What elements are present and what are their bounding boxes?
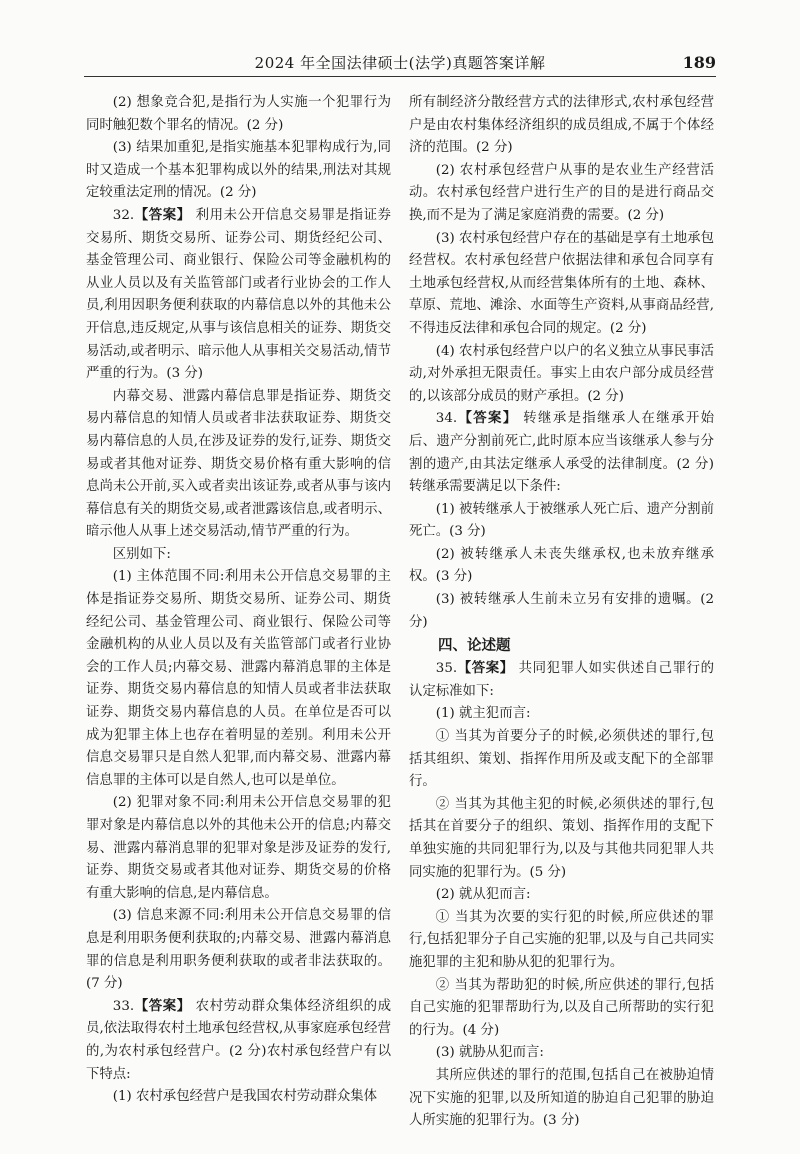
body-paragraph: (2) 犯罪对象不同:利用未公开信息交易罪的犯罪对象是内幕信息以外的其他未公开的信息;内幕交易、泄露内幕消息罪的犯罪对象是涉及证券的发行,证券、期货交易或者其他对证券、期货交易的价格有重大影响的信息,是内幕信息。 (86, 795, 391, 901)
body-paragraph: (1) 就主犯而言: (435, 706, 531, 722)
answer-paragraph (86, 996, 391, 1086)
answer-paragraph (409, 408, 714, 498)
answer-paragraph (409, 658, 714, 703)
question-number: 33. (112, 998, 135, 1014)
body-paragraph: ① 当其为首要分子的时候,必须供述的罪行,包括其组织、策划、指挥作用所及或支配下的全部罪行。 (409, 729, 714, 790)
body-paragraph: (1) 主体范围不同:利用未公开信息交易罪的主体是指证券交易所、期货交易所、证券公司、期货经纪公司、基金管理公司、商业银行、保险公司等金融机构的从业人员以及有关监管部门或者行业协会的工作人员;内幕交易、泄露内幕消息罪的主体是证券、期货交易内幕信息的知情人员或者非法获取证券、期货交易内幕信息的人员。在单位是否可以成为犯罪主体上也存在着明显的差别。利用未公开信息交易罪只是自然人犯罪,而内幕交易、泄露内幕信息罪的主体可以是自然人,也可以是单位。 (86, 569, 391, 788)
body-paragraph: (1) 农村承包经营户是我国农村劳动群众集体 (112, 1089, 378, 1105)
body-paragraph: 内幕交易、泄露内幕信息罪是指证券、期货交易内幕信息的知情人员或者非法获取证券、期货交易内幕信息的人员,在涉及证券的发行,证券、期货交易或者其他对证券、期货交易价格有重大影响的信息尚未公开前,买入或者卖出该证券,或者从事与该内幕信息有关的期货交易,或者泄露该信息,或者明示、暗示他人从事上述交易活动,情节严重的行为。 (86, 388, 391, 540)
body-paragraph: (2) 农村承包经营户从事的是农业生产经营活动。农村承包经营户进行生产的目的是进行商品交换,而不是为了满足家庭消费的需要。(2 分) (409, 162, 714, 223)
answer-paragraph (86, 205, 391, 386)
answer-tag: 【答案】 (134, 207, 191, 223)
body-paragraph: ② 当其为其他主犯的时候,必须供述的罪行,包括其在首要分子的组织、策划、指挥作用的支配下单独实施的共同犯罪行为,以及与其他共同犯罪人共同实施的犯罪行为。(5 分) (409, 796, 714, 880)
right-column (409, 92, 714, 1133)
body-paragraph: (3) 农村承包经营户存在的基础是享有土地承包经营权。农村承包经营户依据法律和承包合同享有土地承包经营权,从而经营集体所有的土地、森林、草原、荒地、滩涂、水面等生产资料,从事商品经营,不得违反法律和承包合同的规定。(2 分) (409, 230, 714, 336)
question-number: 34. (435, 411, 458, 427)
body-paragraph: 区别如下: (112, 546, 171, 562)
answer-tag: 【答案】 (457, 661, 514, 677)
left-column (86, 92, 391, 1109)
question-number: 32. (112, 207, 135, 223)
answer-tag: 【答案】 (457, 411, 518, 427)
answer-text: 利用未公开信息交易罪是指证券交易所、期货交易所、证券公司、期货经纪公司、基金管理公司、商业银行、保险公司等金融机构的从业人员以及有关监管部门或者行业协会的工作人员,利用因职务便利获取的内幕信息以外的其他未公开信息,违反规定,从事与该信息相关的证券、期货交易活动,或者明示、暗示他人从事相关交易活动,情节严重的行为。(3 分) (86, 207, 391, 382)
body-paragraph: 其所应供述的罪行的范围,包括自己在被胁迫情况下实施的犯罪,以及所知道的胁迫自己犯罪的胁迫人所实施的犯罪行为。(3 分) (409, 1067, 714, 1129)
header-title: 2024 年全国法律硕士(法学)真题答案详解 (254, 54, 546, 72)
body-paragraph: ① 当其为次要的实行犯的时候,所应供述的罪行,包括犯罪分子自己实施的犯罪,以及与自己共同实施犯罪的主犯和胁从犯的犯罪行为。 (409, 909, 714, 970)
body-paragraph: (3) 信息来源不同:利用未公开信息交易罪的信息是利用职务便利获取的;内幕交易、泄露内幕消息罪的信息是利用职务便利获取的或者非法获取的。(7 分) (86, 908, 391, 992)
question-number: 35. (435, 661, 458, 677)
body-paragraph: (3) 就胁从犯而言: (435, 1045, 544, 1061)
body-paragraph: (4) 农村承包经营户以户的名义独立从事民事活动,对外承担无限责任。事实上由农户部分成员经营的,以该部分成员的财产承担。(2 分) (409, 343, 714, 404)
body-paragraph: ② 当其为帮助犯的时候,所应供述的罪行,包括自己实施的犯罪帮助行为,以及自己所帮助的实行犯的行为。(4 分) (409, 977, 714, 1038)
body-paragraph: (1) 被转继承人于被继承人死亡后、遗产分割前死亡。(3 分) (409, 501, 714, 540)
answer-text: 转继承是指继承人在继承开始后、遗产分割前死亡,此时原本应当该继承人参与分割的遗产,由其法定继承人承受的法律制度。(2 分)转继承需要满足以下条件: (409, 411, 714, 495)
answer-text: 农村劳动群众集体经济组织的成员,依法取得农村土地承包经营权,从事家庭承包经营的,为农村承包经营户。(2 分)农村承包经营户有以下特点: (86, 998, 391, 1082)
running-header (84, 52, 716, 77)
answer-text: 共同犯罪人如实供述自己罪行的认定标准如下: (409, 661, 714, 699)
body-paragraph: (2) 就从犯而言: (435, 887, 531, 903)
answer-tag: 【答案】 (134, 998, 191, 1014)
body-paragraph: (2) 被转继承人未丧失继承权,也未放弃继承权。(3 分) (409, 546, 714, 585)
page-number: 189 (682, 53, 716, 72)
body-paragraph: (3) 结果加重犯,是指实施基本犯罪构成行为,同时又造成一个基本犯罪构成以外的结果,刑法对其规定较重法定刑的情况。(2 分) (86, 140, 391, 201)
body-paragraph: (3) 被转继承人生前未立另有安排的遗嘱。(2 分) (409, 592, 714, 630)
section-heading: 四、论述题 (438, 638, 511, 655)
body-paragraph: 所有制经济分散经营方式的法律形式,农村承包经营户是由农村集体经济组织的成员组成,不属于个体经济的范围。(2 分) (409, 95, 714, 156)
body-paragraph: (2) 想象竞合犯,是指行为人实施一个犯罪行为同时触犯数个罪名的情况。(2 分) (86, 95, 391, 133)
